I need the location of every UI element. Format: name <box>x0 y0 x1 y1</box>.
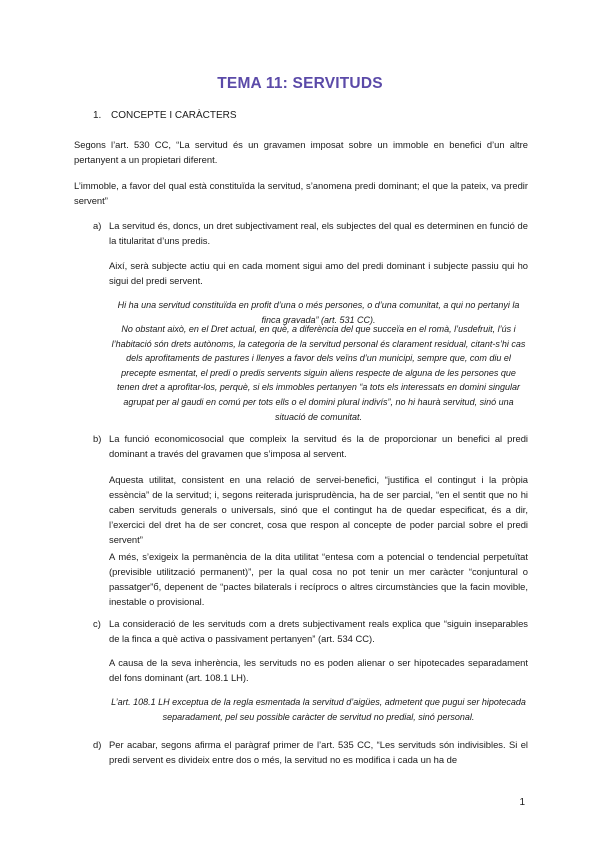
page-number: 1 <box>519 797 525 808</box>
list-text-b: La funció economicosocial que compleix la servitud és la de proporcionar un benefici al predi dominant a través del gravamen que s’imposa al servent. <box>109 433 528 459</box>
section-heading <box>93 110 237 121</box>
list-text-c: La consideració de les servituds com a drets subjectivament reals explica que “siguin inseparables de la finca a què activa o passivament pertanyen” (art. 534 CC). <box>109 618 528 644</box>
item-b-paragraph-2: A més, s’exigeix la permanència de la dita utilitat “entesa com a potencial o tendencial perpetuïtat (previsible utilització permanent)”, per la qual cosa no pot tenir un mer caràcter “conjuntural o passatger”б, depenent de “pactes bilaterals i recíprocs o altres circumstàncies que la facin movible, inestable o provisional. <box>109 551 528 607</box>
item-a-paragraph-1: Així, serà subjecte actiu qui en cada moment sigui amo del predi dominant i subjecte passiu qui ho sigui del predi servent. <box>109 260 528 286</box>
page-title: TEMA 11: SERVITUDS <box>217 75 383 92</box>
list-label-a: a) <box>93 220 102 231</box>
section-number: 1. <box>93 110 102 121</box>
item-c-paragraph-1: A causa de la seva inherència, les servituds no es poden alienar o ser hipotecades separadament del fons dominant (art. 108.1 LH). <box>109 657 528 683</box>
section-heading-text: CONCEPTE I CARÀCTERS <box>111 110 237 121</box>
item-a-quote-1: Hi ha una servitud constituïda en profit d’una o més persones, o d’una comunitat, a qui no pertanyi la finca gravada” (art. 531 CC). <box>117 300 520 325</box>
list-label-b: b) <box>93 433 102 444</box>
list-label-c: c) <box>93 618 101 629</box>
intro-paragraph-2: L’immoble, a favor del qual està constituïda la servitud, s’anomena predi dominant; el que la pateix, va predir servent” <box>74 180 528 206</box>
list-label-d: d) <box>93 739 102 750</box>
list-text-d: Per acabar, segons afirma el paràgraf primer de l’art. 535 CC, “Les servituds són indivisibles. Si el predi servent es divideix entre dos o més, la servitud no es modifica i cada un ha de <box>109 739 528 765</box>
list-text-a: La servitud és, doncs, un dret subjectivament real, els subjectes del qual es determinen en funció de la titularitat d’uns predis. <box>109 220 528 246</box>
item-a-quote-2: No obstant això, en el Dret actual, en què, a diferència del que succeïa en el romà, l’usdefruit, l’ús i l’habitació són drets autònoms, la categoria de la servitud personal és clarament residual, citant-s’hi cas dels aprofitaments de pastures i llenyes a favor dels veïns d’un municipi, sempre que, com diu el precepte esmentat, el predi o predis servents siguin aliens respecte de alguna de les persones que tenen dret a aprofitar-los, perquè, si els immobles pertanyen “a tots els interessats en domini singular agrupat per al gaudi en comú per tots ells o el domini plural indivís”, no hi haurà servitud, sinó una situació de comunitat. <box>111 324 526 422</box>
item-c-quote-1: L’art. 108.1 LH exceptua de la regla esmentada la servitud d’aigües, admetent que pugui ser hipotecada separadament, pel seu possible caràcter de servitud no predial, sinó personal. <box>111 697 526 722</box>
intro-paragraph-1: Segons l’art. 530 CC, “La servitud és un gravamen imposat sobre un immoble en benefici d’un altre pertanyent a un propietari diferent. <box>74 139 528 165</box>
item-b-paragraph-1: Aquesta utilitat, consistent en una relació de servei-benefici, “justifica el contingut i la pròpia essència” de la servitud; i, segons reiterada jurisprudència, ha de ser parcial, “en el sentit que no hi caben servituds generals o universals, sinó que el contingut ha de quedar especificat, és a dir, l’exercici del dret ha de ser concret, cosa que respon al concepte de poder parcial sobre el predi servent” <box>109 474 528 545</box>
